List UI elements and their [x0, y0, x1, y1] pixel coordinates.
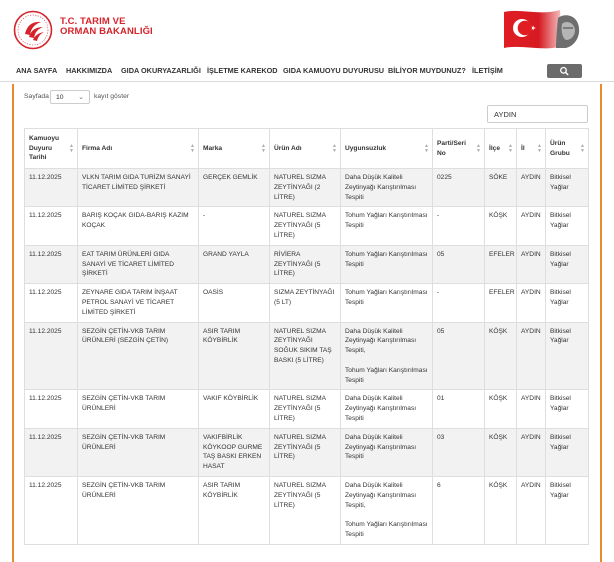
ministry-line-1: T.C. TARIM VE: [60, 16, 126, 27]
column-header-product[interactable]: [270, 129, 341, 169]
column-header-label: Firma Adı: [82, 144, 113, 152]
cell-district: KÖŞK: [485, 476, 517, 544]
table-row: [25, 428, 589, 476]
cell-brand: VAKIF KÖYBİRLİK: [199, 390, 270, 428]
cell-product: NATUREL SIZMA ZEYTİNYAĞI (5 LİTRE): [270, 428, 341, 476]
ministry-name[interactable]: [60, 17, 153, 37]
column-header-label: Marka: [203, 144, 223, 152]
table-header-row: [25, 129, 589, 169]
sort-icon: ▲ ▼: [261, 143, 266, 154]
cell-product: NATUREL SIZMA ZEYTİNYAĞI (2 LİTRE): [270, 169, 341, 207]
sort-icon: ▲ ▼: [69, 143, 74, 154]
cell-brand: ASIR TARIM KÖYBİRLİK: [199, 476, 270, 544]
table-row: [25, 390, 589, 428]
cell-province: AYDIN: [517, 245, 546, 283]
cell-product: NATUREL SIZMA ZEYTİNYAĞI SOĞUK SIKIM TAŞ BASKI (5 LİTRE): [270, 322, 341, 390]
cell-date: 11.12.2025: [25, 245, 78, 283]
records-label: kayıt göster: [94, 93, 130, 100]
cell-firm: SEZGİN ÇETİN-VKB TARIM ÜRÜNLERİ: [78, 428, 199, 476]
cell-province: AYDIN: [517, 169, 546, 207]
column-header-label: Parti/Seri No: [437, 139, 466, 157]
sort-icon: ▲ ▼: [190, 143, 195, 154]
cell-issue: [341, 284, 433, 322]
column-header-label: İlçe: [489, 144, 500, 152]
cell-date: 11.12.2025: [25, 476, 78, 544]
ministry-emblem-icon[interactable]: [13, 10, 53, 50]
cell-province: AYDIN: [517, 476, 546, 544]
main-nav: [0, 58, 614, 82]
cell-group: Bitkisel Yağlar: [546, 390, 589, 428]
issue-text: Tohum Yağları Karıştırılması Tespiti: [345, 250, 428, 268]
sort-icon: ▲ ▼: [424, 143, 429, 154]
table-row: [25, 322, 589, 390]
nav-item-about[interactable]: HAKKIMIZDA: [66, 66, 113, 75]
cell-date: 11.12.2025: [25, 284, 78, 322]
issue-text: Tohum Yağları Karıştırılması Tespiti: [345, 212, 428, 230]
table-row: [25, 245, 589, 283]
cell-firm: SEZGİN ÇETİN-VKB TARIM ÜRÜNLERİ: [78, 390, 199, 428]
cell-district: KÖŞK: [485, 207, 517, 245]
cell-firm: BARIŞ KOÇAK GIDA-BARIŞ KAZIM KOÇAK: [78, 207, 199, 245]
page-length-select[interactable]: [50, 90, 90, 104]
turkish-flag-banner-icon: [500, 6, 584, 52]
page-length-value: 10: [56, 94, 64, 101]
issue-text: Tohum Yağları Karıştırılması Tespiti: [345, 366, 428, 384]
cell-group: Bitkisel Yağlar: [546, 169, 589, 207]
cell-firm: ZEYNARE GIDA TARIM İNŞAAT PETROL SANAYİ VE TİCARET LİMİTED ŞİRKETİ: [78, 284, 199, 322]
sort-icon: ▲ ▼: [508, 143, 513, 154]
cell-group: Bitkisel Yağlar: [546, 476, 589, 544]
page-length-label: Sayfada: [24, 93, 49, 100]
cell-date: 11.12.2025: [25, 390, 78, 428]
cell-province: AYDIN: [517, 284, 546, 322]
issue-text: Tohum Yağları Karıştırılması Tespiti: [345, 521, 428, 538]
table-row: [25, 476, 589, 544]
cell-group: Bitkisel Yağlar: [546, 245, 589, 283]
cell-lot: 6: [433, 476, 485, 544]
cell-brand: GRAND YAYLA: [199, 245, 270, 283]
cell-brand: VAKIFBİRLİK KÖYKOOP GURME TAŞ BASKI ERKEN HASAT: [199, 428, 270, 476]
cell-product: NATUREL SIZMA ZEYTİNYAĞI (5 LİTRE): [270, 476, 341, 544]
ministry-line-2: ORMAN BAKANLIĞI: [60, 26, 153, 37]
cell-lot: -: [433, 207, 485, 245]
announcement-table: [24, 128, 589, 545]
issue-text: Tohum Yağları Karıştırılması Tespiti: [345, 289, 428, 306]
cell-date: 11.12.2025: [25, 322, 78, 390]
cell-lot: 0225: [433, 169, 485, 207]
cell-lot: -: [433, 284, 485, 322]
cell-group: Bitkisel Yağlar: [546, 207, 589, 245]
table-row: [25, 207, 589, 245]
cell-firm: VLKN TARIM GIDA TURİZM SANAYİ TİCARET LİMİTED ŞİRKETİ: [78, 169, 199, 207]
cell-district: EFELER: [485, 245, 517, 283]
cell-date: 11.12.2025: [25, 428, 78, 476]
column-header-firm[interactable]: [78, 129, 199, 169]
column-header-group[interactable]: [546, 129, 589, 169]
column-header-date[interactable]: [25, 129, 78, 169]
table-row: [25, 169, 589, 207]
cell-brand: OASİS: [199, 284, 270, 322]
cell-firm: SEZGİN ÇETİN-VKB TARIM ÜRÜNLERİ: [78, 476, 199, 544]
column-header-label: Ürün Adı: [274, 144, 302, 152]
cell-district: KÖŞK: [485, 322, 517, 390]
issue-text: Daha Düşük Kaliteli Zeytinyağı Karıştırılması Tespiti: [345, 433, 417, 461]
column-header-lot[interactable]: [433, 129, 485, 169]
cell-province: AYDIN: [517, 390, 546, 428]
cell-brand: ASIR TARIM KÖYBİRLİK: [199, 322, 270, 390]
nav-item-food-literacy[interactable]: GIDA OKURYAZARLIĞI: [121, 66, 201, 75]
column-header-brand[interactable]: [199, 129, 270, 169]
cell-province: AYDIN: [517, 428, 546, 476]
search-icon: [547, 64, 582, 78]
cell-district: SÖKE: [485, 169, 517, 207]
cell-issue: [341, 322, 433, 390]
cell-district: EFELER: [485, 284, 517, 322]
cell-product: NATUREL SIZMA ZEYTİNYAĞI (5 LİTRE): [270, 390, 341, 428]
cell-brand: GERÇEK GEMLİK: [199, 169, 270, 207]
table-search-input[interactable]: [487, 105, 588, 123]
chevron-down-icon: ⌄: [78, 94, 84, 101]
cell-issue: [341, 245, 433, 283]
cell-province: AYDIN: [517, 207, 546, 245]
cell-district: KÖŞK: [485, 390, 517, 428]
nav-item-contact[interactable]: İLETİŞİM: [472, 66, 503, 75]
column-header-label: İl: [521, 144, 525, 152]
cell-group: Bitkisel Yağlar: [546, 428, 589, 476]
column-header-province[interactable]: [517, 129, 546, 169]
cell-firm: SEZGİN ÇETİN-VKB TARIM ÜRÜNLERİ (SEZGİN ÇETİN): [78, 322, 199, 390]
issue-text: Daha Düşük Kaliteli Zeytinyağı Karıştırılması Tespiti: [345, 395, 417, 422]
cell-lot: 05: [433, 322, 485, 390]
cell-product: SIZMA ZEYTİNYAĞI (5 LT): [270, 284, 341, 322]
cell-lot: 01: [433, 390, 485, 428]
sort-icon: ▲ ▼: [476, 143, 481, 154]
column-header-label: Uygunsuzluk: [345, 144, 387, 152]
cell-lot: 05: [433, 245, 485, 283]
column-header-district[interactable]: [485, 129, 517, 169]
column-header-label: Ürün Grubu: [550, 139, 570, 157]
cell-date: 11.12.2025: [25, 207, 78, 245]
cell-issue: [341, 428, 433, 476]
column-header-label: Kamuoyu Duyuru Tarihi: [29, 134, 60, 162]
column-header-issue[interactable]: [341, 129, 433, 169]
cell-issue: [341, 476, 433, 544]
cell-date: 11.12.2025: [25, 169, 78, 207]
cell-product: RİVİERA ZEYTİNYAĞI (5 LİTRE): [270, 245, 341, 283]
cell-group: Bitkisel Yağlar: [546, 284, 589, 322]
site-header: [0, 0, 614, 58]
table-row: [25, 284, 589, 322]
cell-group: Bitkisel Yağlar: [546, 322, 589, 390]
cell-product: NATUREL SIZMA ZEYTİNYAĞI (5 LİTRE): [270, 207, 341, 245]
cell-firm: EAT TARIM ÜRÜNLERİ GIDA SANAYİ VE TİCARET LİMİTED ŞİRKETİ: [78, 245, 199, 283]
sort-icon: ▲ ▼: [580, 143, 585, 154]
issue-text: Daha Düşük Kaliteli Zeytinyağı Karıştırılması Tespiti,: [345, 327, 417, 355]
nav-search-button[interactable]: [547, 64, 582, 78]
cell-brand: -: [199, 207, 270, 245]
nav-item-home[interactable]: ANA SAYFA: [16, 66, 58, 75]
cell-province: AYDIN: [517, 322, 546, 390]
sort-icon: ▲ ▼: [332, 143, 337, 154]
cell-lot: 03: [433, 428, 485, 476]
cell-issue: [341, 390, 433, 428]
nav-item-business-qr[interactable]: İŞLETME KAREKOD: [207, 66, 278, 75]
sort-icon: ▲ ▼: [537, 143, 542, 154]
issue-text: Daha Düşük Kaliteli Zeytinyağı Karıştırılması Tespiti: [345, 174, 417, 201]
nav-item-did-you-know[interactable]: BİLİYOR MUYDUNUZ?: [388, 66, 466, 75]
cell-district: KÖŞK: [485, 428, 517, 476]
issue-text: Daha Düşük Kaliteli Zeytinyağı Karıştırılması Tespiti,: [345, 481, 417, 509]
cell-issue: [341, 207, 433, 245]
cell-issue: [341, 169, 433, 207]
nav-item-public-notice[interactable]: GIDA KAMUOYU DUYURUSU: [283, 66, 385, 75]
